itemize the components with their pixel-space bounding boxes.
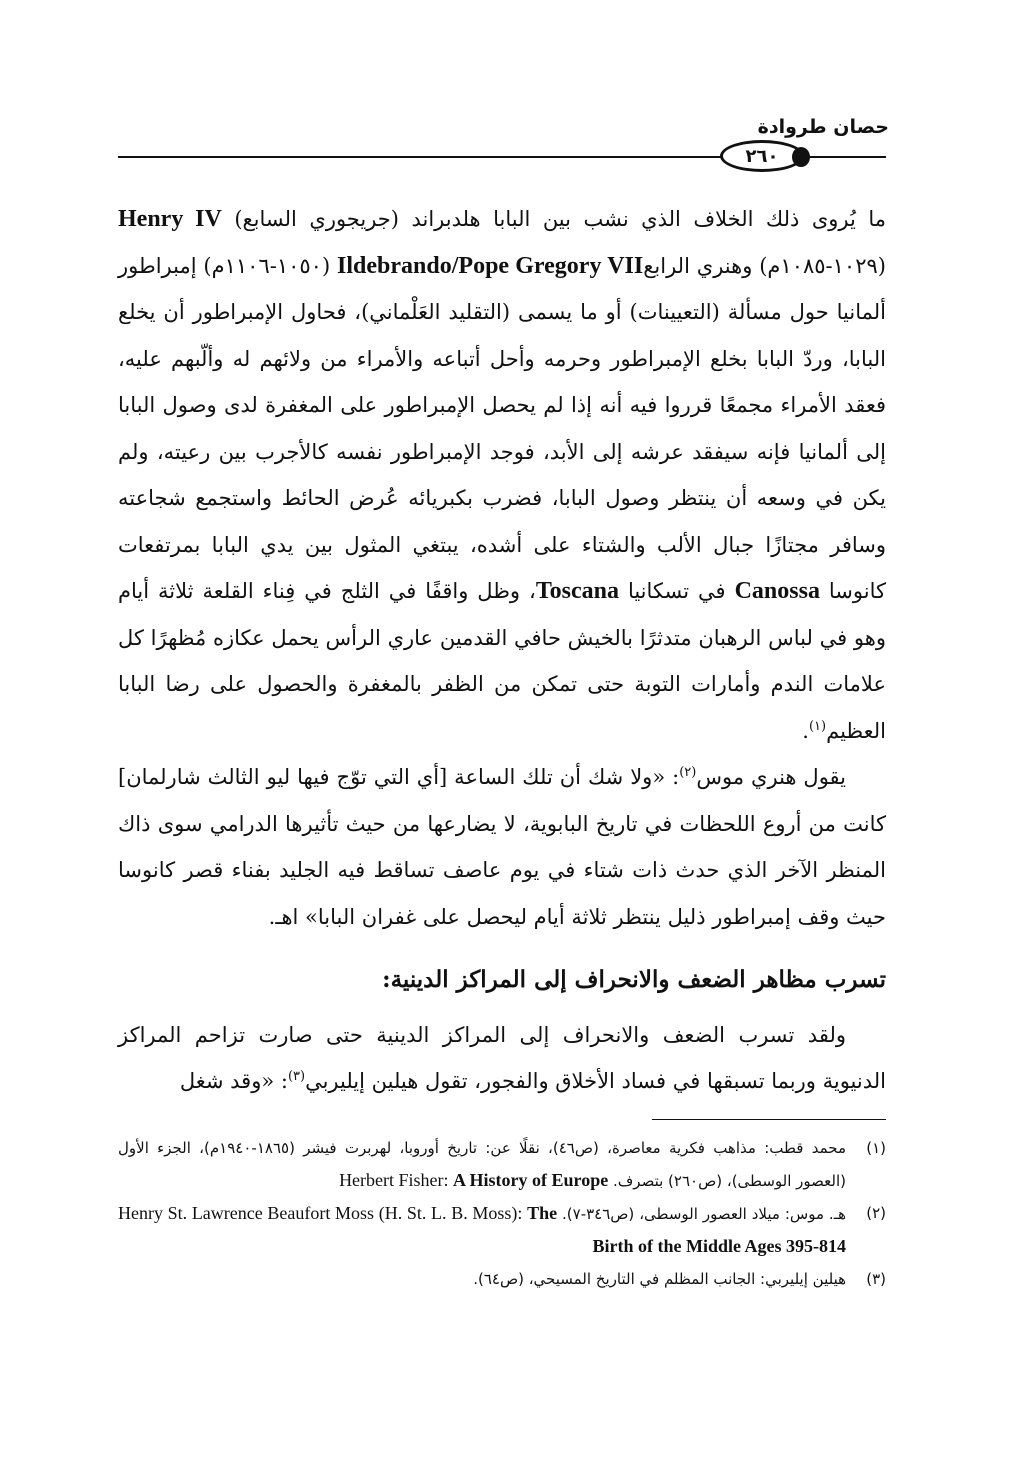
- footnote-latin: [339, 1170, 608, 1190]
- footnote-number: (٣): [866, 1270, 886, 1288]
- running-header-title: حصان طروادة: [757, 116, 889, 138]
- footnote-text: [118, 1197, 846, 1263]
- text-run: .: [802, 718, 809, 743]
- footnote-2: [118, 1197, 886, 1263]
- footnote-3: [118, 1263, 886, 1295]
- footnote-body: محمد قطب: مذاهب فكرية معاصرة، (ص٤٦)، نقلًا عن: تاريخ أوروبا، لهربرت فيشر (١٨٦٥-١٩٤٠م)، الجزء الأول (العصور الوسطى)، (ص٢٦٠) بتصرف.: [118, 1139, 846, 1190]
- footnote-ref: (١): [808, 718, 827, 734]
- latin-name: Canossa: [734, 578, 820, 604]
- text-run: (١٠٥٠-١١٠٦م) إمبراطور ألمانيا حول مسألة (التعيينات) أو ما يسمى (التقليد العَلْماني)، فحاول الإمبراطور أن يخلع البابا، وردّ البابا بخلع الإمبراطور وحرمه وأحل أتباعه والأمراء من ولائهم له وألّبهم عليه، فعقد الأمراء مجمعًا قرروا فيه أنه إذا لم يحصل الإمبراطور على المغفرة لدى وصول البابا إلى ألمانيا فإنه سيفقد عرشه إلى الأبد، فوجد الإمبراطور نفسه كالأجرب بين رعيته، ولم يكن في وسعه أن ينتظر وصول البابا، فضرب بكبريائه عُرض الحائط واستجمع شجاعته وسافر مجتازًا جبال الألب والشتاء على أشده، يبتغي المثول بين يدي البابا بمرتفعات كانوسا: [118, 253, 886, 603]
- text-run: (١٠٢٩-١٠٨٥م) وهنري الرابع: [643, 253, 886, 278]
- footnote-latin-title: A History of Europe: [453, 1170, 609, 1190]
- text-run: ولقد تسرب الضعف والانحراف إلى المراكز الدينية حتى صارت تزاحم المراكز الدنيوية وربما تسبقها في فساد الأخلاق والفجور، تقول هيلين إيليربي: [118, 1023, 886, 1093]
- footnote-rule: [652, 1119, 886, 1120]
- section-heading: تسرب مظاهر الضعف والانحراف إلى المراكز الدينية:: [382, 966, 886, 993]
- main-text: [118, 196, 886, 940]
- text-run: ، وظل واقفًا في الثلج في فِناء القلعة ثلاثة أيام وهو في لباس الرهبان متدثرًا بالخيش حافي القدمين عاري الرأس يحمل عكازه مُظهرًا كل علامات الندم وأمارات التوبة حتى تمكن من الظفر بالمغفرة والحصول على رضا البابا العظيم: [118, 579, 886, 743]
- latin-name: Ildebrando/Pope Gregory VII: [337, 252, 644, 279]
- footnote-number: (١): [866, 1139, 886, 1157]
- footnote-1: [118, 1132, 886, 1197]
- footnote-ref: (٣): [287, 1069, 306, 1084]
- footnote-text: هيلين إيليربي: الجانب المظلم في التاريخ المسيحي، (ص٦٤).: [473, 1270, 846, 1288]
- footnote-body: هـ. موس: ميلاد العصور الوسطى، (ص٣٤٦-٧).: [562, 1205, 847, 1223]
- footnote-ref: (٢): [679, 765, 697, 780]
- text-run: يقول هنري موس: [696, 765, 847, 789]
- paragraph-1: [118, 196, 886, 754]
- latin-name: Toscana: [535, 578, 619, 604]
- footnote-text: [118, 1132, 846, 1197]
- page-number-badge: ٢٦٠: [720, 140, 804, 172]
- paragraph-3: [118, 1012, 886, 1104]
- text-run: : «ولا شك أن تلك الساعة [أي التي توّج فيها ليو الثالث شارلمان] كانت من أروع اللحظات في تاريخ البابوية، لا يضارعها من حيث تأثيرها الدرامي سوى ذاك المنظر الآخر الذي حدث ذات شتاء في يوم عاصف تساقط فيه الجليد بفناء قصر كانوسا حيث وقف إمبراطور ذليل ينتظر ثلاثة أيام ليحصل على غفران البابا» اهـ.: [118, 765, 886, 929]
- footnote-latin-title: The Birth of the Middle Ages 395-814: [527, 1203, 846, 1256]
- section-text: [118, 1012, 886, 1104]
- paragraph-2: [118, 754, 886, 940]
- latin-name: Henry IV: [118, 206, 222, 232]
- footnotes: [118, 1132, 886, 1295]
- footnote-number: (٢): [866, 1204, 886, 1222]
- footnote-latin-author: Henry St. Lawrence Beaufort Moss (H. St. L. B. Moss):: [118, 1203, 523, 1223]
- text-run: : «وقد شغل: [179, 1069, 288, 1093]
- text-run: في تسكانيا: [627, 579, 726, 603]
- footnote-latin-author: Herbert Fisher:: [339, 1170, 449, 1190]
- text-run: ما يُروى ذلك الخلاف الذي نشب بين البابا هلدبراند (جريجوري السابع): [234, 207, 886, 231]
